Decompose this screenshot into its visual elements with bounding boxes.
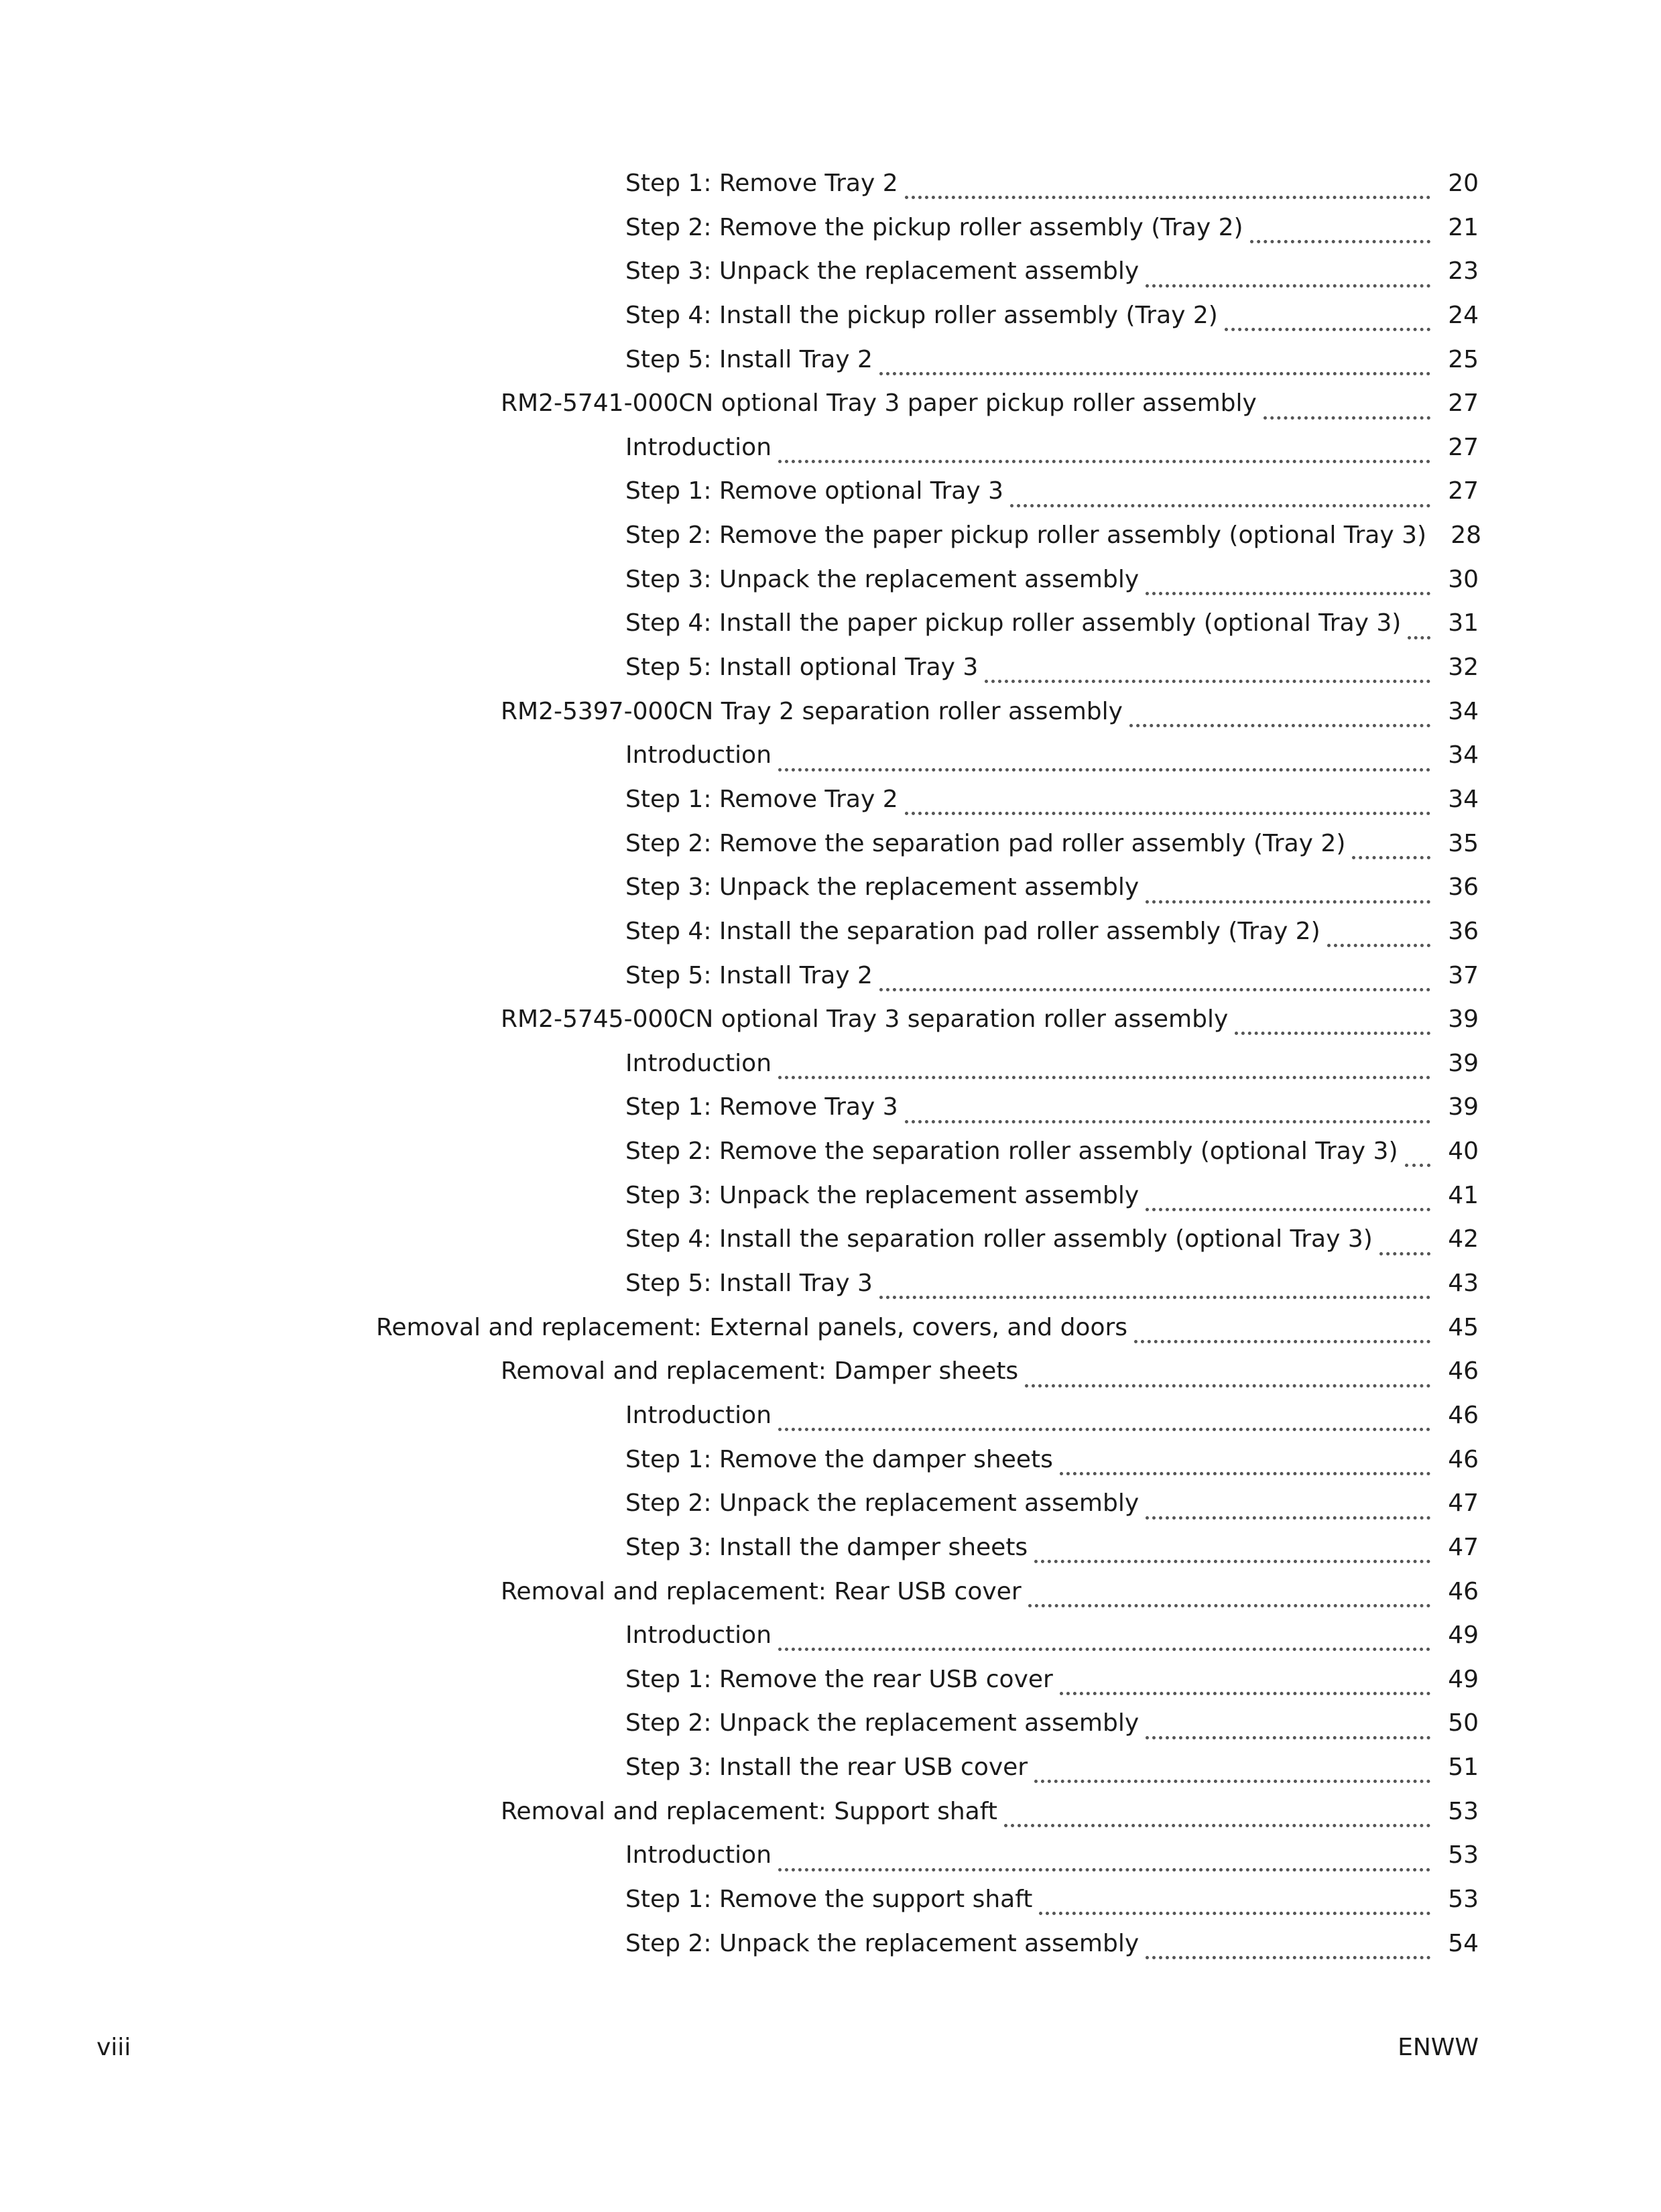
toc-dot-leader: [1025, 1357, 1430, 1388]
toc-dot-leader: [1405, 1137, 1431, 1167]
toc-entry[interactable]: [0, 1878, 1661, 1922]
toc-entry[interactable]: [0, 1701, 1661, 1745]
toc-entry-title: Step 3: Unpack the replacement assembly: [625, 873, 1140, 902]
toc-entry-title: Introduction: [625, 1401, 772, 1429]
toc-entry-page: 27: [1448, 477, 1479, 505]
toc-entry[interactable]: [0, 1262, 1661, 1306]
toc-entry[interactable]: [0, 1481, 1661, 1526]
toc-entry-title: Step 5: Install Tray 3: [625, 1270, 873, 1298]
toc-dot-leader: [879, 1269, 1430, 1299]
toc-entry[interactable]: [0, 1042, 1661, 1086]
toc-dot-leader: [905, 785, 1430, 815]
toc-dot-leader: [1235, 1005, 1430, 1035]
toc-entry[interactable]: [0, 1570, 1661, 1614]
toc-entry[interactable]: [0, 294, 1661, 338]
toc-entry-page: 36: [1448, 917, 1479, 945]
toc-dot-leader: [1250, 213, 1430, 243]
toc-entry[interactable]: [0, 690, 1661, 734]
toc-dot-leader: [1146, 257, 1430, 288]
toc-entry-title: Introduction: [625, 1049, 772, 1077]
toc-entry-title: Removal and replacement: Support shaft: [501, 1797, 997, 1825]
toc-dot-leader: [1134, 1313, 1430, 1343]
toc-entry-title: Introduction: [625, 1841, 772, 1869]
toc-entry-page: 46: [1448, 1401, 1479, 1429]
toc-entry-title: RM2-5397-000CN Tray 2 separation roller assembly: [501, 697, 1123, 725]
toc-entry-title: Step 5: Install optional Tray 3: [625, 654, 979, 682]
toc-dot-leader: [985, 653, 1430, 683]
toc-entry-page: 31: [1448, 609, 1479, 637]
toc-dot-leader: [1146, 873, 1430, 904]
toc-entry-page: 43: [1448, 1270, 1479, 1298]
toc-entry-page: 46: [1448, 1577, 1479, 1605]
toc-entry-title: Step 2: Unpack the replacement assembly: [625, 1489, 1140, 1518]
toc-entry-title: Introduction: [625, 1621, 772, 1650]
toc-entry-title: Step 3: Unpack the replacement assembly: [625, 1181, 1140, 1209]
toc-entry[interactable]: [0, 646, 1661, 690]
toc-entry[interactable]: [0, 558, 1661, 602]
toc-entry-title: Step 4: Install the separation pad roller assembly (Tray 2): [625, 917, 1320, 945]
toc-dot-leader: [1004, 1797, 1430, 1827]
toc-entry-title: Introduction: [625, 433, 772, 461]
toc-entry-title: Step 3: Install the rear USB cover: [625, 1754, 1028, 1782]
toc-entry-page: 27: [1448, 389, 1479, 418]
toc-entry[interactable]: [0, 1085, 1661, 1129]
toc-entry-title: Introduction: [625, 741, 772, 770]
toc-entry-page: 39: [1448, 1093, 1479, 1121]
toc-entry-title: Step 2: Remove the paper pickup roller assembly (optional Tray 3): [625, 521, 1427, 550]
toc-entry-page: 40: [1448, 1138, 1479, 1166]
toc-dot-leader: [905, 1093, 1430, 1123]
toc-entry-page: 49: [1448, 1665, 1479, 1693]
footer-page-number: viii: [97, 2034, 131, 2061]
toc-dot-leader: [905, 169, 1430, 199]
toc-entry[interactable]: [0, 1745, 1661, 1790]
toc-entry-title: Step 3: Unpack the replacement assembly: [625, 565, 1140, 593]
toc-entry-title: Step 4: Install the paper pickup roller assembly (optional Tray 3): [625, 609, 1402, 637]
toc-entry-title: Step 2: Unpack the replacement assembly: [625, 1929, 1140, 1957]
toc-dot-leader: [778, 1049, 1430, 1079]
toc-entry[interactable]: [0, 822, 1661, 866]
toc-dot-leader: [778, 741, 1430, 772]
toc-dot-leader: [778, 1621, 1430, 1651]
toc-entry-page: 32: [1448, 654, 1479, 682]
toc-entry-title: Removal and replacement: Rear USB cover: [501, 1577, 1022, 1605]
table-of-contents: [0, 162, 1661, 1965]
toc-entry-page: 20: [1448, 170, 1479, 197]
toc-entry[interactable]: [0, 1394, 1661, 1438]
toc-entry-page: 28: [1451, 521, 1482, 550]
toc-entry-page: 21: [1448, 213, 1479, 241]
toc-entry-title: Step 2: Remove the pickup roller assembly (Tray 2): [625, 213, 1243, 241]
toc-entry[interactable]: [0, 206, 1661, 250]
toc-dot-leader: [1379, 1225, 1430, 1255]
toc-entry-page: 46: [1448, 1357, 1479, 1386]
toc-entry-page: 25: [1448, 345, 1479, 373]
toc-entry[interactable]: [0, 1613, 1661, 1658]
toc-entry-title: Step 3: Unpack the replacement assembly: [625, 257, 1140, 286]
toc-dot-leader: [879, 961, 1430, 991]
toc-entry[interactable]: [0, 778, 1661, 822]
toc-dot-leader: [1146, 1181, 1430, 1211]
toc-entry[interactable]: [0, 426, 1661, 470]
toc-entry[interactable]: [0, 997, 1661, 1042]
toc-entry[interactable]: [0, 162, 1661, 206]
toc-dot-leader: [1010, 477, 1430, 507]
toc-dot-leader: [1146, 1489, 1430, 1520]
toc-dot-leader: [1129, 697, 1430, 727]
toc-dot-leader: [1352, 829, 1430, 859]
toc-entry[interactable]: [0, 338, 1661, 382]
toc-entry-title: Step 4: Install the pickup roller assembly (Tray 2): [625, 301, 1218, 329]
toc-entry-page: 46: [1448, 1445, 1479, 1473]
toc-dot-leader: [1060, 1665, 1430, 1695]
toc-entry-page: 39: [1448, 1049, 1479, 1077]
toc-dot-leader: [1225, 301, 1430, 331]
toc-entry-title: Step 2: Remove the separation roller assembly (optional Tray 3): [625, 1138, 1398, 1166]
toc-entry-title: Step 4: Install the separation roller assembly (optional Tray 3): [625, 1225, 1373, 1253]
toc-entry-title: Step 1: Remove Tray 2: [625, 170, 898, 197]
toc-entry-title: Step 5: Install Tray 2: [625, 961, 873, 989]
toc-dot-leader: [1028, 1577, 1430, 1607]
toc-entry[interactable]: [0, 1790, 1661, 1834]
toc-dot-leader: [778, 1841, 1430, 1871]
toc-entry-page: 47: [1448, 1489, 1479, 1518]
toc-entry-page: 47: [1448, 1533, 1479, 1561]
toc-entry-title: Step 2: Unpack the replacement assembly: [625, 1709, 1140, 1737]
toc-entry-page: 24: [1448, 301, 1479, 329]
toc-entry-title: RM2-5745-000CN optional Tray 3 separation roller assembly: [501, 1005, 1229, 1034]
toc-dot-leader: [778, 433, 1430, 463]
toc-entry-page: 35: [1448, 829, 1479, 857]
toc-entry-page: 54: [1448, 1929, 1479, 1957]
toc-dot-leader: [1327, 917, 1430, 947]
toc-entry-page: 51: [1448, 1754, 1479, 1782]
toc-entry-page: 37: [1448, 961, 1479, 989]
toc-dot-leader: [1146, 1709, 1430, 1739]
toc-entry-page: 34: [1448, 785, 1479, 813]
toc-entry[interactable]: [0, 1129, 1661, 1174]
toc-entry-page: 41: [1448, 1181, 1479, 1209]
toc-entry-page: 34: [1448, 741, 1479, 770]
toc-entry-page: 27: [1448, 433, 1479, 461]
toc-entry[interactable]: [0, 1174, 1661, 1218]
toc-dot-leader: [879, 345, 1430, 375]
toc-entry[interactable]: [0, 1922, 1661, 1966]
toc-dot-leader: [1408, 609, 1430, 639]
toc-entry-page: 50: [1448, 1709, 1479, 1737]
toc-entry-page: 23: [1448, 257, 1479, 286]
toc-entry-title: Step 1: Remove optional Tray 3: [625, 477, 1003, 505]
toc-entry[interactable]: [0, 469, 1661, 513]
toc-entry-page: 42: [1448, 1225, 1479, 1253]
toc-entry-title: Step 1: Remove Tray 3: [625, 1093, 898, 1121]
toc-dot-leader: [1039, 1885, 1430, 1915]
toc-entry-title: Step 1: Remove Tray 2: [625, 785, 898, 813]
toc-entry-title: Step 2: Remove the separation pad roller assembly (Tray 2): [625, 829, 1346, 857]
toc-entry[interactable]: [0, 381, 1661, 426]
toc-entry-title: Step 1: Remove the damper sheets: [625, 1445, 1053, 1473]
toc-entry-title: Removal and replacement: External panels, covers, and doors: [376, 1313, 1128, 1341]
toc-entry-page: 53: [1448, 1885, 1479, 1913]
toc-entry[interactable]: [0, 1658, 1661, 1702]
toc-dot-leader: [778, 1401, 1430, 1431]
toc-entry[interactable]: [0, 513, 1661, 558]
toc-dot-leader: [1060, 1445, 1430, 1475]
toc-entry[interactable]: [0, 1438, 1661, 1482]
toc-entry-title: Step 1: Remove the rear USB cover: [625, 1665, 1053, 1693]
footer-locale: ENWW: [1398, 2034, 1479, 2061]
toc-entry-page: 34: [1448, 697, 1479, 725]
toc-entry[interactable]: [0, 733, 1661, 778]
toc-entry-page: 49: [1448, 1621, 1479, 1650]
toc-entry-title: Step 1: Remove the support shaft: [625, 1885, 1033, 1913]
toc-entry-page: 30: [1448, 565, 1479, 593]
toc-entry-title: Removal and replacement: Damper sheets: [501, 1357, 1019, 1386]
toc-entry-page: 53: [1448, 1797, 1479, 1825]
toc-entry-page: 53: [1448, 1841, 1479, 1869]
toc-dot-leader: [1146, 565, 1430, 595]
toc-entry[interactable]: [0, 1349, 1661, 1394]
toc-entry[interactable]: [0, 601, 1661, 646]
toc-entry-page: 36: [1448, 873, 1479, 902]
toc-entry[interactable]: [0, 1833, 1661, 1878]
toc-entry[interactable]: [0, 1217, 1661, 1262]
toc-entry-title: RM2-5741-000CN optional Tray 3 paper pickup roller assembly: [501, 389, 1257, 418]
toc-entry[interactable]: [0, 1526, 1661, 1570]
toc-entry[interactable]: [0, 1306, 1661, 1350]
toc-entry-title: Step 5: Install Tray 2: [625, 345, 873, 373]
toc-entry[interactable]: [0, 954, 1661, 998]
toc-dot-leader: [1034, 1753, 1430, 1783]
toc-entry[interactable]: [0, 910, 1661, 954]
toc-entry-page: 39: [1448, 1005, 1479, 1034]
toc-dot-leader: [1146, 1929, 1430, 1959]
toc-entry[interactable]: [0, 249, 1661, 294]
toc-entry-page: 45: [1448, 1313, 1479, 1341]
toc-entry-title: Step 3: Install the damper sheets: [625, 1533, 1028, 1561]
toc-entry[interactable]: [0, 865, 1661, 910]
toc-dot-leader: [1034, 1533, 1430, 1563]
toc-dot-leader: [1264, 389, 1430, 420]
